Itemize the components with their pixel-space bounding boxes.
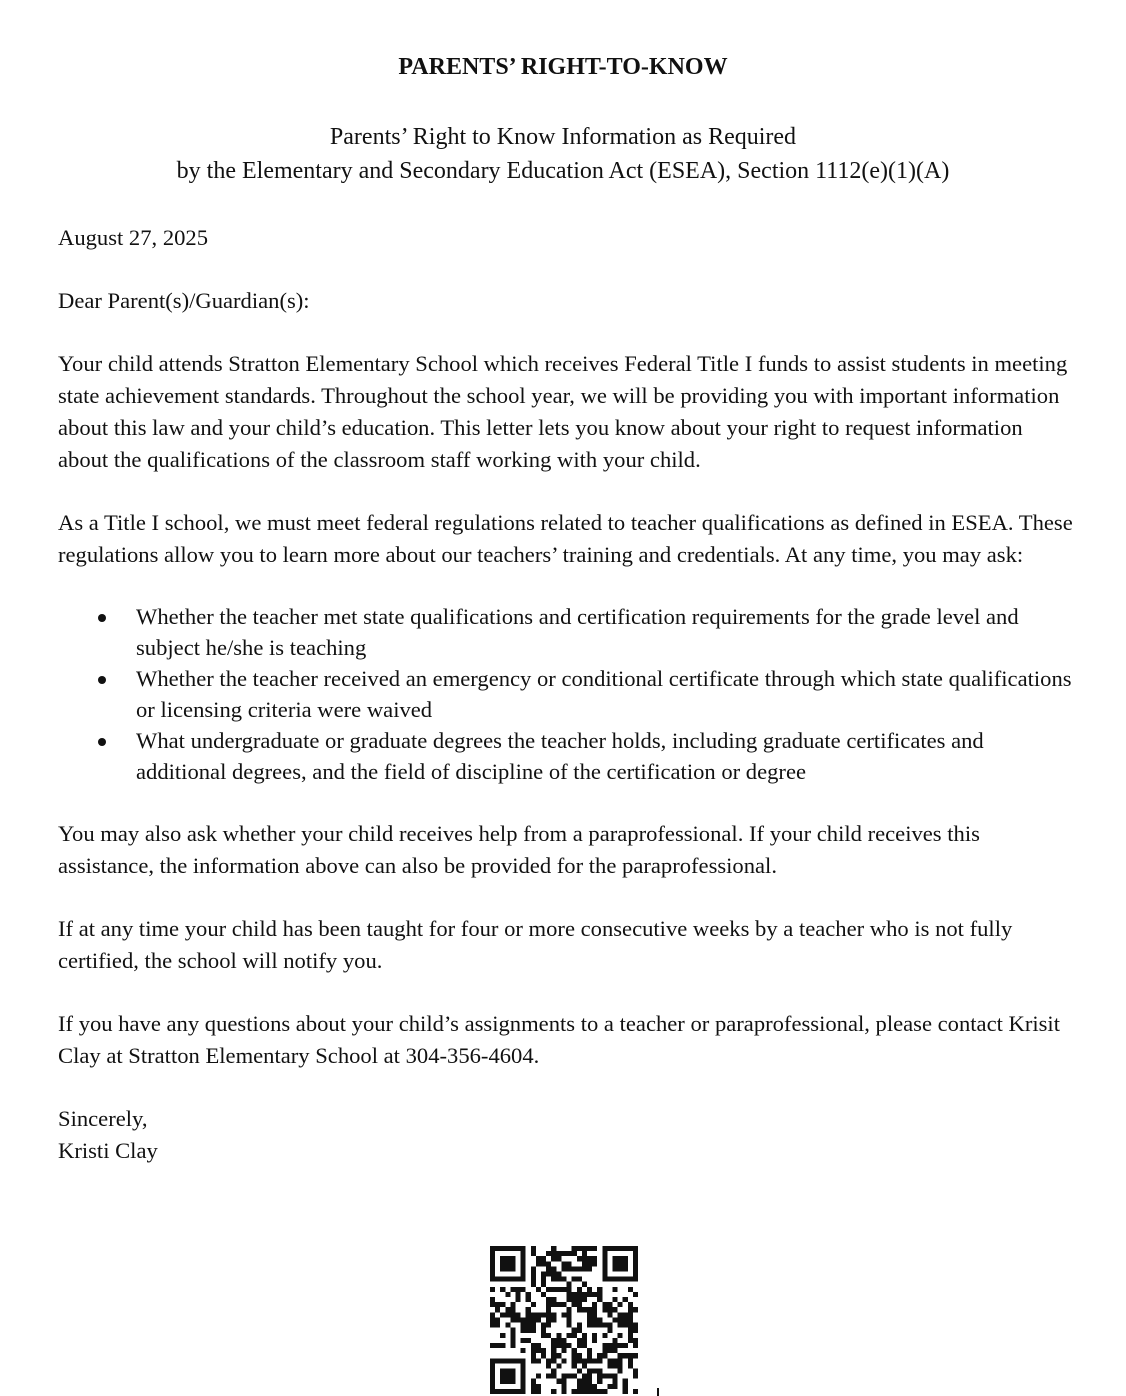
closing: Sincerely, bbox=[58, 1106, 148, 1131]
paragraph-contact: If you have any questions about your child’s assignments to a teacher or paraprofessional, please contact Krisit Clay at Stratton Elementary School at 304-356-4604. bbox=[58, 1011, 1060, 1068]
list-item-text: What undergraduate or graduate degrees the teacher holds, including graduate certificates and additional degrees, and the field of discipline of the certification or degree bbox=[136, 728, 984, 784]
bullet-dot-icon bbox=[98, 738, 106, 746]
letter-body bbox=[58, 222, 1078, 1167]
paragraph-notification: If at any time your child has been taught for four or more consecutive weeks by a teacher who is not fully certified, the school will notify you. bbox=[58, 916, 1013, 973]
paragraph-paraprofessional: You may also ask whether your child receives help from a paraprofessional. If your child receives this assistance, the information above can also be provided for the paraprofessional. bbox=[58, 821, 980, 878]
subtitle-line-1: Parents’ Right to Know Information as Required bbox=[329, 124, 797, 150]
rights-list bbox=[58, 602, 1078, 787]
letter-date: August 27, 2025 bbox=[58, 225, 209, 250]
list-item-text: Whether the teacher received an emergency or conditional certificate through which state qualifications or licensing criteria were waived bbox=[136, 666, 1072, 722]
signature: Kristi Clay bbox=[58, 1138, 158, 1163]
subtitle bbox=[0, 120, 1126, 188]
bullet-dot-icon bbox=[98, 614, 106, 622]
paragraph-regulations: As a Title I school, we must meet federal regulations related to teacher qualifications as defined in ESEA. These regulations allow you to learn more about our teachers’ training and credentials. At any time, you may ask: bbox=[58, 510, 1073, 567]
page-mark bbox=[657, 1388, 659, 1396]
subtitle-line-2: by the Elementary and Secondary Education Act (ESEA), Section 1112(e)(1)(A) bbox=[176, 158, 950, 184]
list-item bbox=[58, 726, 1078, 787]
list-item bbox=[58, 602, 1078, 663]
bullet-dot-icon bbox=[98, 676, 106, 684]
qr-code-icon bbox=[490, 1246, 638, 1394]
list-item-text: Whether the teacher met state qualifications and certification requirements for the grade level and subject he/she is teaching bbox=[136, 604, 1019, 660]
page-title: PARENTS’ RIGHT-TO-KNOW bbox=[398, 54, 728, 80]
list-item bbox=[58, 664, 1078, 725]
salutation: Dear Parent(s)/Guardian(s): bbox=[58, 288, 310, 313]
paragraph-title-i-intro: Your child attends Stratton Elementary School which receives Federal Title I funds to assist students in meeting state achievement standards. Throughout the school year, we will be providing you with important information about this law and your child’s education. This letter lets you know about your right to request information about the qualifications of the classroom staff working with your child. bbox=[58, 351, 1068, 472]
